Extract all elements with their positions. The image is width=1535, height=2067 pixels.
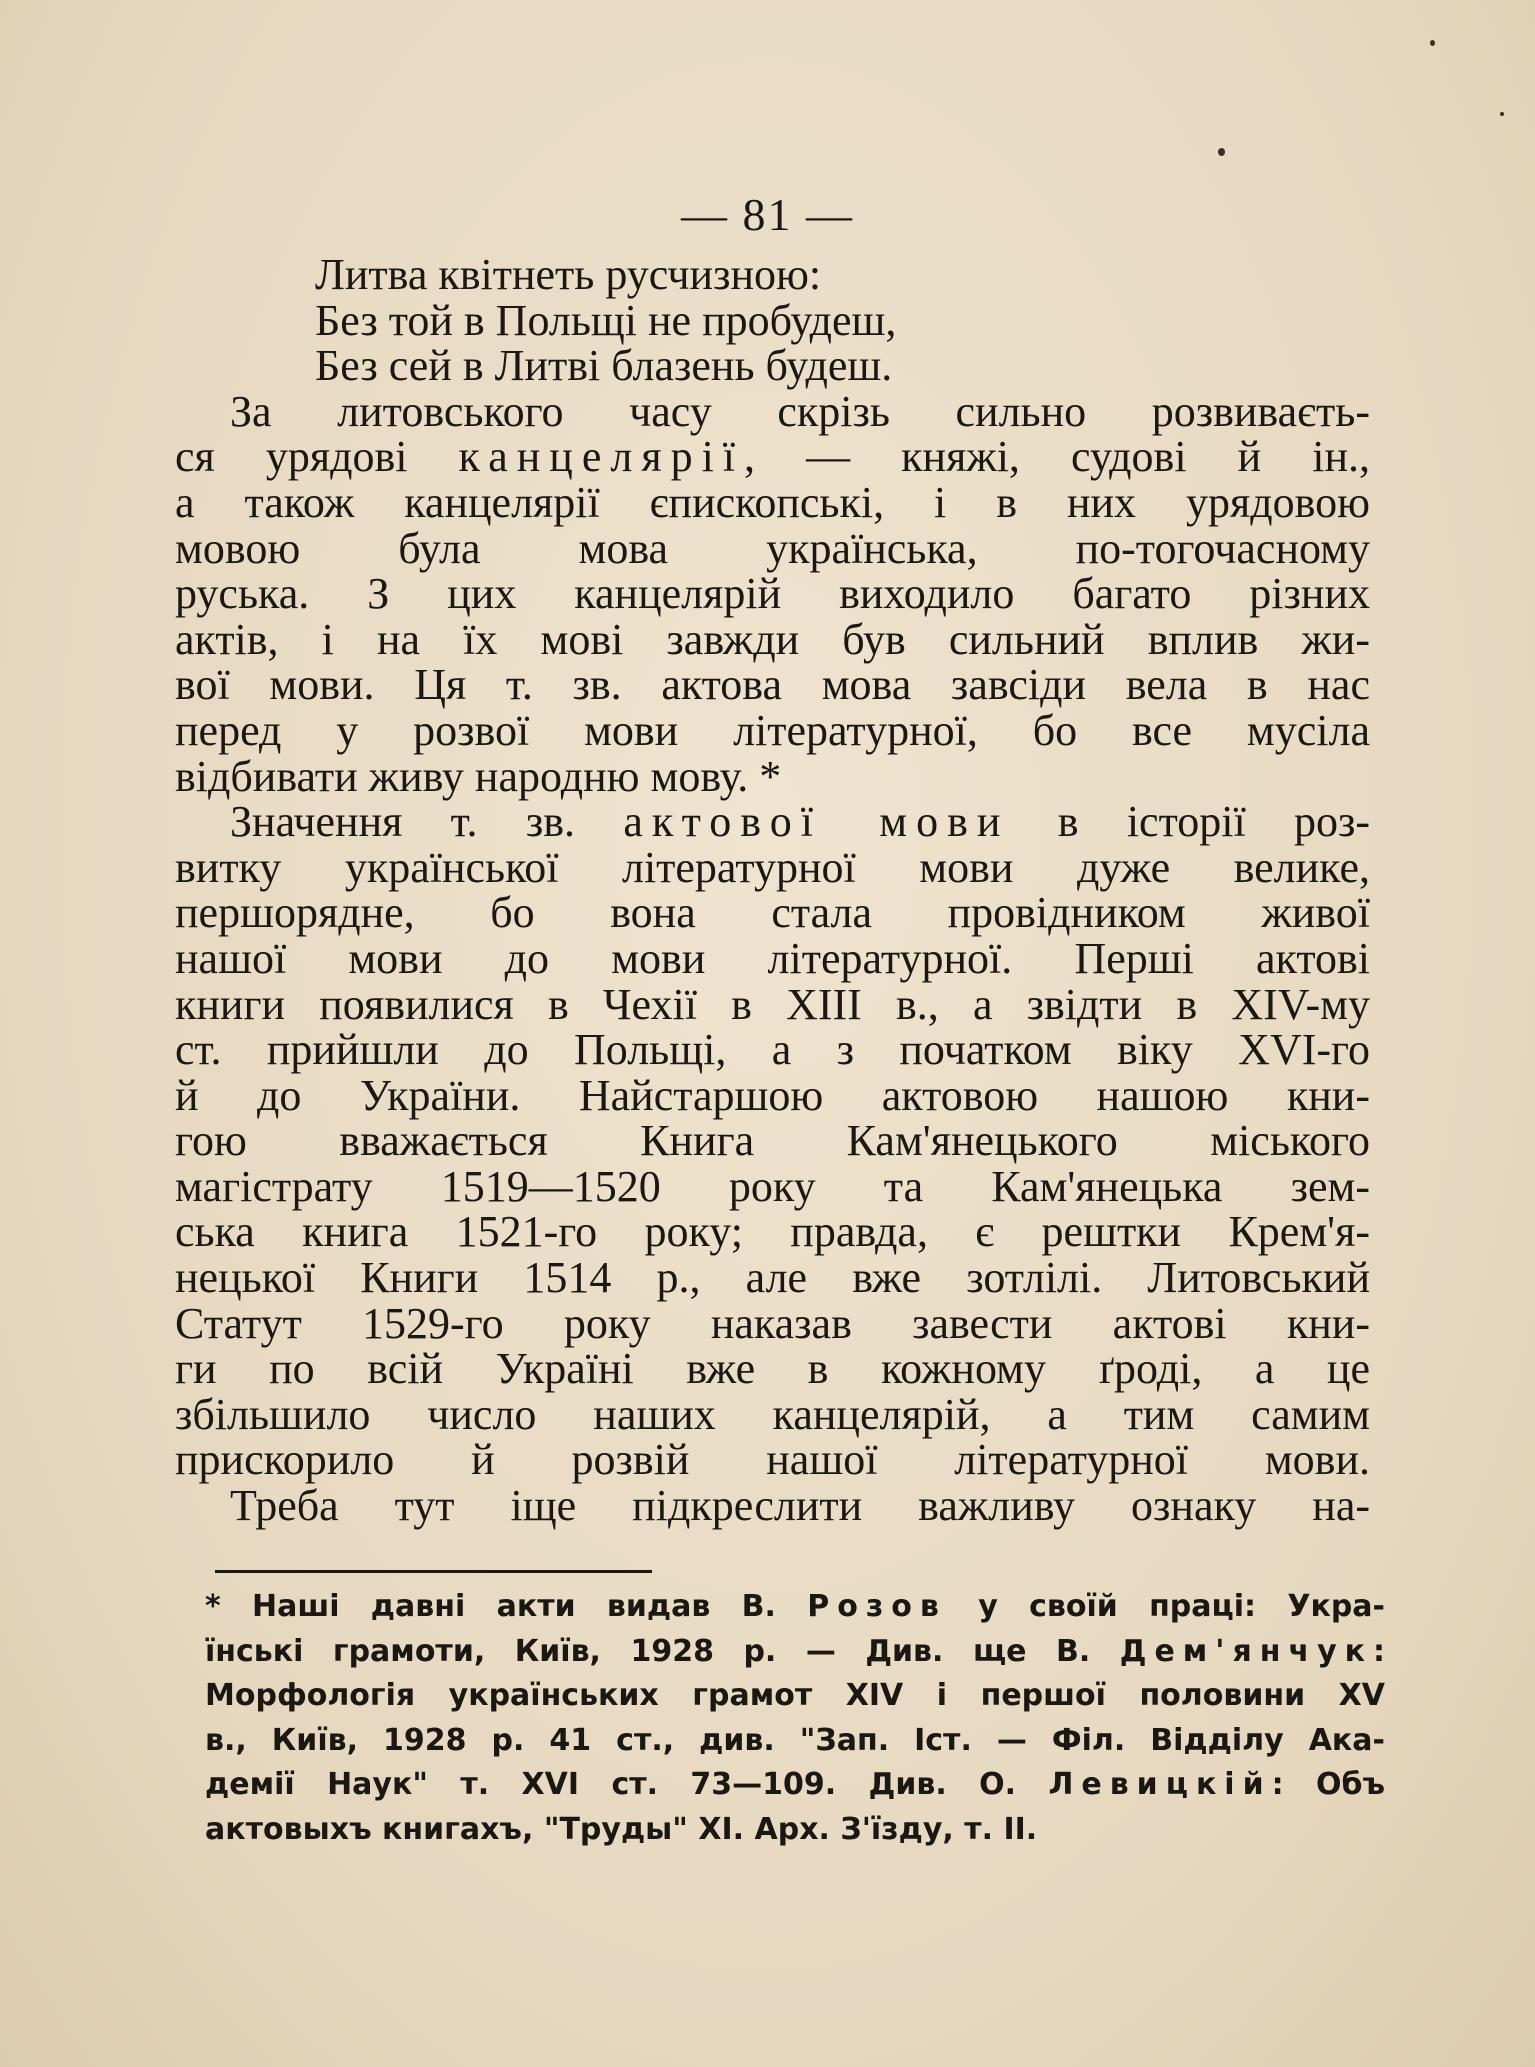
text-line: руська. З цих канцелярій виходило багато різних <box>175 569 1370 619</box>
text-line: ст. прийшли до Польщі, а з початком віку XVI-го <box>175 1025 1370 1075</box>
page-number: — 81 — <box>681 189 854 240</box>
ink-speck <box>1500 112 1504 116</box>
paragraph-1 <box>175 386 1370 801</box>
text-line: нецької Книги 1514 р., але вже зотлілі. Литовський <box>175 1253 1370 1303</box>
text-line: нашої мови до мови літературної. Перші актові <box>175 933 1370 983</box>
footnote <box>205 1585 1385 1852</box>
footnote-divider <box>215 1570 652 1573</box>
text-line: а також канцелярії єпископські, і в них урядовою <box>175 477 1370 527</box>
text-line: гою вважається Книга Кам'янецького міського <box>175 1116 1370 1166</box>
text-line: збільшило число наших канцелярій, а тим самим <box>175 1389 1370 1439</box>
text-line: й до України. Найстаршою актовою нашою кни- <box>175 1070 1370 1120</box>
verse-quote <box>315 252 1370 389</box>
text-line: ська книга 1521-го року; правда, є рештки Крем'я- <box>175 1207 1370 1257</box>
spaced-term: актової мови <box>623 797 1010 847</box>
text-line: актів, і на їх мові завжди був сильний вплив жи- <box>175 614 1370 664</box>
spaced-name: Дем'янчук <box>1119 1633 1373 1669</box>
footnote-line: в., Київ, 1928 р. 41 ст., див. "Зап. Іст. — Філ. Відділу Ака- <box>205 1722 1385 1758</box>
footnote-line: їнські грамоти, Київ, 1928 р. — Див. ще В. Дем'янчук: <box>205 1633 1385 1669</box>
spaced-name: Левицкій <box>1048 1767 1272 1802</box>
paragraph-2 <box>175 799 1370 1483</box>
footnote-line: * Наші давні акти видав В. Розов у своїй праці: Укра- <box>205 1589 1385 1624</box>
paragraph-3 <box>175 1483 1370 1529</box>
spaced-name: Розов <box>807 1589 947 1624</box>
ink-speck <box>1430 40 1435 46</box>
text-line: відбивати живу народню мову. * <box>175 751 782 801</box>
text-line: витку української літературної мови дуже велике, <box>175 842 1370 892</box>
verse-line: Литва квітнеть русчизною: <box>315 250 822 299</box>
text-line: За литовського часу скрізь сильно розвиваєть- <box>230 386 1370 436</box>
main-text <box>175 252 1370 1529</box>
text-line: книги появилися в Чехії в XIII в., а звідти в XIV-му <box>175 979 1370 1029</box>
text-line: ся урядові канцелярії, — княжі, судові й ін., <box>175 432 1370 482</box>
text-line: вої мови. Ця т. зв. актова мова завсіди вела в нас <box>175 660 1370 710</box>
text-line: магістрату 1519—1520 року та Кам'янецька зем- <box>175 1161 1370 1211</box>
text-line: прискорило й розвій нашої літературної мови. <box>175 1435 1370 1485</box>
footnote-line: Морфологія українських грамот XIV і першої половини XV <box>205 1678 1385 1713</box>
verse-line: Без сей в Литві блазень будеш. <box>315 341 893 391</box>
footnote-line: демії Наук" т. XVI ст. 73—109. Див. О. Левицкій: Объ <box>205 1767 1386 1802</box>
text-line: ги по всій Україні вже в кожному ґроді, а це <box>175 1344 1370 1394</box>
spaced-term: канцелярії <box>458 432 745 482</box>
ink-speck <box>1218 148 1225 156</box>
text-line: Треба тут іще підкреслити важливу ознаку на- <box>230 1481 1370 1531</box>
text-line: першорядне, бо вона стала провідником живої <box>175 888 1370 938</box>
footnote-line: актовыхъ книгахъ, "Труды" XI. Арх. З'їзду, т. II. <box>205 1811 1038 1847</box>
text-line: перед у розвої мови літературної, бо все мусіла <box>175 705 1370 755</box>
verse-line: Без той в Польщі не пробудеш, <box>315 295 897 345</box>
text-line: Статут 1529-го року наказав завести актові кни- <box>175 1298 1370 1348</box>
text-line: мовою була мова українська, по-тогочасному <box>175 523 1370 573</box>
text-line: Значення т. зв. актової мови в історії роз- <box>230 797 1370 847</box>
